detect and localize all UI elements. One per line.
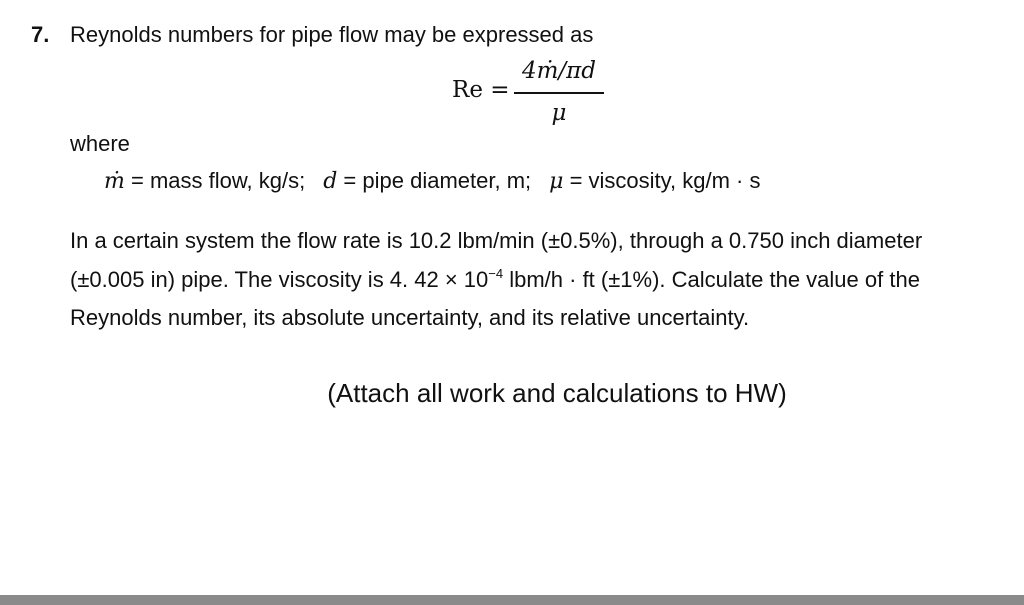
problem-line-2 xyxy=(70,261,1024,300)
fraction-bar xyxy=(514,92,604,94)
equation-numerator: 4ṁ/πd xyxy=(521,58,597,84)
problem-statement xyxy=(70,222,1024,338)
problem-line-3: Reynolds number, its absolute uncertainty, and its relative uncertainty. xyxy=(70,305,750,330)
definition-symbol-diameter: d xyxy=(323,169,338,194)
definition-text-mass-flow: = mass flow, kg/s; xyxy=(124,168,306,193)
definition-symbol-viscosity: μ xyxy=(549,169,564,194)
problem-line-2-end: lbm/h · ft (±1%). Calculate the value of the xyxy=(503,266,920,292)
page-bottom-divider xyxy=(0,595,1024,605)
definition-text-diameter: = pipe diameter, m; xyxy=(337,168,532,193)
question-number: 7. xyxy=(31,22,50,47)
equation-denominator: μ xyxy=(551,100,567,126)
problem-line-2-start: (±0.005 in) pipe. The viscosity is 4. 42 × 10 xyxy=(70,266,489,292)
where-label: where xyxy=(70,131,130,156)
definition-symbol-mass-flow: ṁ xyxy=(104,169,125,194)
problem-line-1: In a certain system the flow rate is 10.2 lbm/min (±0.5%), through a 0.750 inch diameter xyxy=(70,228,923,253)
attach-note: (Attach all work and calculations to HW) xyxy=(327,378,787,408)
variable-definitions xyxy=(104,168,760,194)
equation-lhs: Re = xyxy=(452,77,510,103)
definition-text-viscosity: = viscosity, kg/m · s xyxy=(563,168,761,193)
question-intro: Reynolds numbers for pipe flow may be expressed as xyxy=(70,22,594,47)
exponent: −4 xyxy=(488,265,504,281)
